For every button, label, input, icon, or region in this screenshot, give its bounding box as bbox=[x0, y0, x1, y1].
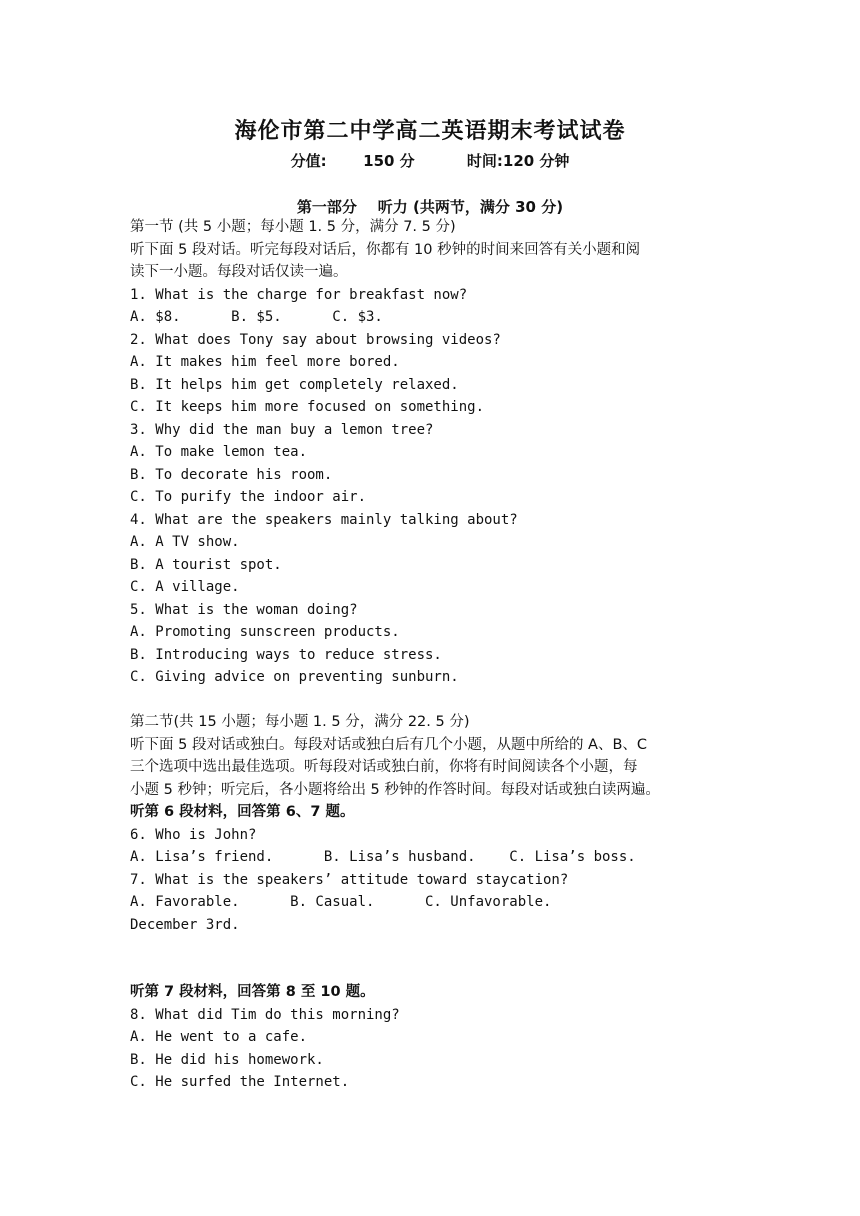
question-4-option-a: A. A TV show. bbox=[130, 534, 240, 550]
question-4-option-b: B. A tourist spot. bbox=[130, 556, 282, 573]
score-time-line: 分值: 150 分 时间:120 分钟 bbox=[290, 152, 570, 170]
question-8-option-b: B. He did his homework. bbox=[130, 1051, 324, 1068]
exam-title: 海伦市第二中学高二英语期末考试试卷 bbox=[234, 119, 626, 144]
question-3-option-b: B. To decorate his room. bbox=[130, 466, 333, 483]
part1-heading: 第一部分 听力 (共两节，满分 30 分) bbox=[296, 198, 564, 216]
spacer bbox=[130, 936, 730, 981]
question-7: 7. What is the speakers’ attitude toward staycation? bbox=[130, 871, 569, 888]
question-3: 3. Why did the man buy a lemon tree? bbox=[130, 421, 434, 438]
stray-text: December 3rd. bbox=[130, 916, 240, 933]
question-5-option-a: A. Promoting sunscreen products. bbox=[130, 624, 400, 640]
section2-instruction-1: 听下面 5 段对话或独白。每段对话或独白后有几个小题，从题中所给的 A、B、C bbox=[130, 736, 648, 753]
question-4-option-c: C. A village. bbox=[130, 579, 240, 595]
question-2-option-c: C. It keeps him more focused on something. bbox=[130, 399, 485, 415]
material-6-heading: 听第 6 段材料，回答第 6、7 题。 bbox=[130, 804, 355, 820]
question-2: 2. What does Tony say about browsing videos? bbox=[130, 331, 501, 348]
question-8-option-a: A. He went to a cafe. bbox=[130, 1029, 308, 1045]
question-6-options: A. Lisa’s friend. B. Lisa’s husband. C. Lisa’s boss. bbox=[130, 849, 636, 865]
section2-heading: 第二节(共 15 小题；每小题 1. 5 分，满分 22. 5 分) bbox=[130, 714, 470, 730]
material-7-heading: 听第 7 段材料，回答第 8 至 10 题。 bbox=[130, 984, 375, 1000]
section2-instruction-2: 三个选项中选出最佳选项。听每段对话或独白前，你将有时间阅读各个小题，每 bbox=[130, 759, 638, 775]
question-3-option-a: A. To make lemon tea. bbox=[130, 444, 308, 460]
question-5-option-c: C. Giving advice on preventing sunburn. bbox=[130, 669, 459, 685]
section2-instruction-3: 小题 5 秒钟；听完后，各小题将给出 5 秒钟的作答时间。每段对话或独白读两遍。 bbox=[130, 781, 660, 798]
question-4: 4. What are the speakers mainly talking about? bbox=[130, 511, 518, 528]
section1-heading: 第一节 (共 5 小题；每小题 1. 5 分，满分 7. 5 分) bbox=[130, 219, 456, 235]
section1-instruction-2: 读下一小题。每段对话仅读一遍。 bbox=[130, 264, 348, 280]
question-8-option-c: C. He surfed the Internet. bbox=[130, 1074, 350, 1090]
question-5-option-b: B. Introducing ways to reduce stress. bbox=[130, 646, 442, 663]
question-7-options: A. Favorable. B. Casual. C. Unfavorable. bbox=[130, 894, 552, 910]
question-5: 5. What is the woman doing? bbox=[130, 601, 358, 618]
exam-body bbox=[130, 216, 730, 1094]
question-1: 1. What is the charge for breakfast now? bbox=[130, 286, 468, 303]
spacer bbox=[130, 689, 730, 712]
section1-instruction-1: 听下面 5 段对话。听完每段对话后，你都有 10 秒钟的时间来回答有关小题和阅 bbox=[130, 241, 641, 258]
question-3-option-c: C. To purify the indoor air. bbox=[130, 489, 367, 505]
question-1-options: A. $8. B. $5. C. $3. bbox=[130, 309, 383, 325]
question-2-option-b: B. It helps him get completely relaxed. bbox=[130, 376, 459, 393]
question-8: 8. What did Tim do this morning? bbox=[130, 1006, 400, 1023]
question-2-option-a: A. It makes him feel more bored. bbox=[130, 354, 400, 370]
question-6: 6. Who is John? bbox=[130, 826, 257, 843]
